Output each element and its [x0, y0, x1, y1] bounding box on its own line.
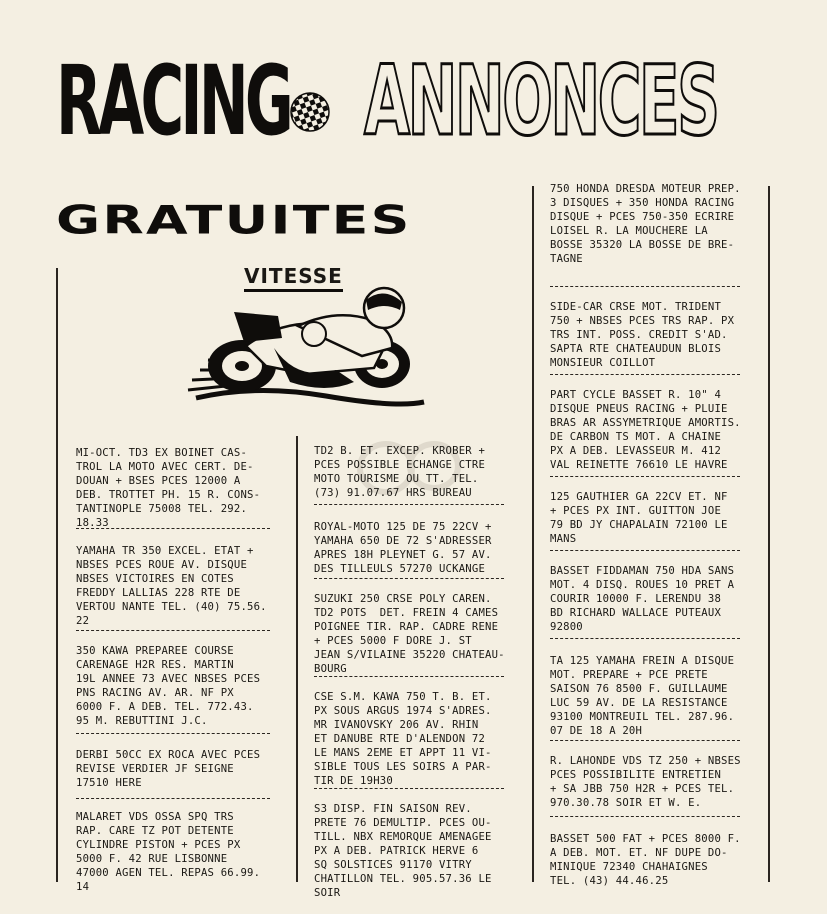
- ad-separator: [76, 733, 270, 734]
- ad-listing: BASSET 500 FAT + PCES 8000 F. A DEB. MOT. ET. NF DUPE DO- MINIQUE 72340 CHAHAIGNES TEL. (43) 44.46.25: [550, 833, 741, 887]
- ad-separator: [550, 638, 740, 639]
- ad-listing: SIDE-CAR CRSE MOT. TRIDENT 750 + NBSES PCES TRS RAP. PX TRS INT. POSS. CREDIT S'AD. SAPTA RTE CHATEAUDUN BLOIS MONSIEUR COILLOT: [550, 301, 735, 369]
- ad-separator: [314, 578, 504, 579]
- ad-listing: TA 125 YAMAHA FREIN A DISQUE MOT. PREPARE + PCE PRETE SAISON 76 8500 F. GUILLAUME LUC 59 AV. DE LA RESISTANCE 93100 MONTREUIL TEL. 287.96. 07 DE 18 A 20H: [550, 655, 735, 737]
- ad-separator: [76, 528, 270, 529]
- ad-listing: SUZUKI 250 CRSE POLY CAREN. TD2 POTS DET. FREIN 4 CAMES POIGNEE TIR. RAP. CADRE RENE + PCES 5000 F DORE J. ST JEAN S/VILAINE 35220 CHATEAU- BOURG: [314, 593, 505, 675]
- ad-separator: [550, 816, 740, 817]
- ad-listing: 750 HONDA DRESDA MOTEUR PREP. 3 DISQUES + 350 HONDA RACING DISQUE + PCES 750-350 ECRIRE LOISEL R. LA MOUCHERE LA BOSSE 35320 LA BOSSE DE BRE- TAGNE: [550, 183, 741, 265]
- ad-listing: S3 DISP. FIN SAISON REV. PRETE 76 DEMULTIP. PCES OU- TILL. NBX REMORQUE AMENAGEE PX A DEB. PATRICK HERVE 6 SQ SOLSTICES 91170 VITRY CHATILLON TEL. 905.57.36 LE SOIR: [314, 803, 492, 899]
- ad-listing: BASSET FIDDAMAN 750 HDA SANS MOT. 4 DISQ. ROUES 10 PRET A COURIR 10000 F. LERENDU 38 BD RICHARD WALLACE PUTEAUX 92800: [550, 565, 735, 633]
- column-rule-middle: [296, 436, 298, 882]
- ad-separator: [550, 286, 740, 287]
- section-heading-vitesse: VITESSE: [244, 264, 343, 292]
- ad-listing: TD2 B. ET. EXCEP. KROBER + PCES POSSIBLE ECHANGE CTRE MOTO TOURISME OU TT. TEL. (73) 91.07.67 HRS BUREAU: [314, 445, 486, 499]
- ad-listing: R. LAHONDE VDS TZ 250 + NBSES PCES POSSIBILITE ENTRETIEN + SA JBB 750 H2R + PCES TEL. 970.30.78 SOIR ET W. E.: [550, 755, 741, 809]
- checkered-flag-logo: [290, 92, 330, 132]
- ad-separator: [550, 476, 740, 477]
- ad-separator: [76, 798, 270, 799]
- ad-listing: ROYAL-MOTO 125 DE 75 22CV + YAMAHA 650 DE 72 S'ADRESSER APRES 18H PLEYNET G. 57 AV. DES TILLEULS 57270 UCKANGE: [314, 521, 492, 575]
- ad-separator: [314, 788, 504, 789]
- column-rule-right: [532, 186, 534, 882]
- ad-listing: MALARET VDS OSSA SPQ TRS RAP. CARE TZ POT DETENTE CYLINDRE PISTON + PCES PX 5000 F. 42 RUE LISBONNE 47000 AGEN TEL. REPAS 66.99. 14: [76, 811, 261, 893]
- title-gratuites: GRATUITES: [56, 197, 412, 244]
- title-annonces: ANNONCES: [364, 45, 718, 157]
- ad-separator: [76, 630, 270, 631]
- racing-motorcycle-illustration: [186, 286, 426, 416]
- ad-listing: CSE S.M. KAWA 750 T. B. ET. PX SOUS ARGUS 1974 S'ADRES. MR IVANOVSKY 206 AV. RHIN ET DANUBE RTE D'ALENDON 72 LE MANS 2EME ET APPT 11 VI- SIBLE TOUS LES SOIRS A PAR- TIR DE 19H30: [314, 691, 492, 787]
- ad-separator: [314, 504, 504, 505]
- ad-listing: PART CYCLE BASSET R. 10" 4 DISQUE PNEUS RACING + PLUIE BRAS AR ASSYMETRIQUE AMORTIS. DE CARBON TS MOT. A CHAINE PX A DEB. LEVASSEUR M. 412 VAL REINETTE 76610 LE HAVRE: [550, 389, 741, 471]
- ad-separator: [550, 740, 740, 741]
- ad-separator: [550, 550, 740, 551]
- ad-separator: [314, 676, 504, 677]
- column-rule-far-right: [768, 186, 770, 882]
- ad-listing: 350 KAWA PREPAREE COURSE CARENAGE H2R RES. MARTIN 19L ANNEE 73 AVEC NBSES PCES PNS RACING AV. AR. NF PX 6000 F. A DEB. TEL. 772.43. 95 M. REBUTTINI J.C.: [76, 645, 261, 727]
- title-racing: RACING: [56, 45, 291, 157]
- ad-listing: YAMAHA TR 350 EXCEL. ETAT + NBSES PCES ROUE AV. DISQUE NBSES VICTOIRES EN COTES FREDDY LALLIAS 228 RTE DE VERTOU NANTE TEL. (40) 75.56. 22: [76, 545, 267, 627]
- ad-listing: DERBI 50CC EX ROCA AVEC PCES REVISE VERDIER JF SEIGNE 17510 HERE: [76, 749, 261, 789]
- ad-listing: 125 GAUTHIER GA 22CV ET. NF + PCES PX INT. GUITTON JOE 79 BD JY CHAPALAIN 72100 LE MANS: [550, 491, 728, 545]
- ad-listing: MI-OCT. TD3 EX BOINET CAS- TROL LA MOTO AVEC CERT. DE- DOUAN + BSES PCES 12000 A DEB. TROTTET PH. 15 R. CONS- TANTINOPLE 75008 TEL. 292. 18.33: [76, 447, 261, 529]
- ad-separator: [550, 374, 740, 375]
- column-rule-left: [56, 268, 58, 882]
